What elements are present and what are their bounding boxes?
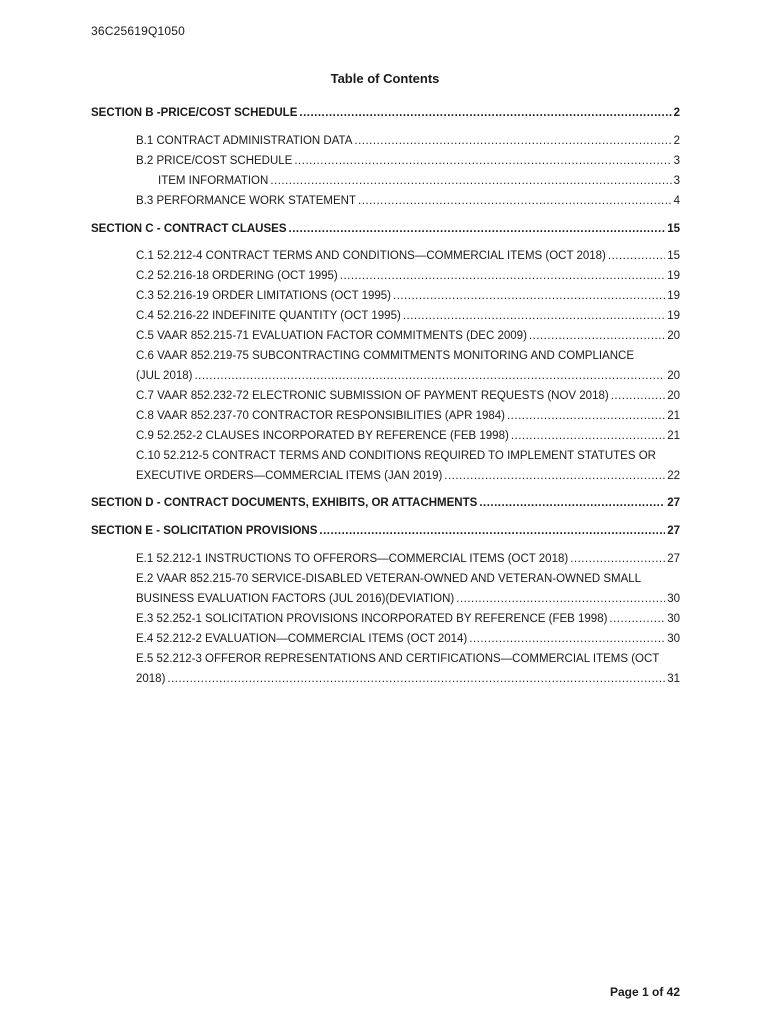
- toc-entry-label: E.4 52.212-2 EVALUATION—COMMERCIAL ITEMS (OCT 2014): [136, 633, 468, 645]
- document-id: 36C25619Q1050: [91, 24, 186, 38]
- toc-entry-label: EXECUTIVE ORDERS—COMMERCIAL ITEMS (JAN 2019): [136, 470, 443, 482]
- toc-entry-label: SECTION C - CONTRACT CLAUSES: [91, 223, 287, 235]
- toc-leader-dots: [358, 194, 672, 208]
- toc-entry-label: C.2 52.216-18 ORDERING (OCT 1995): [136, 270, 338, 282]
- toc-leader-dots: [270, 174, 671, 188]
- toc-entry-page: 27: [667, 497, 680, 509]
- toc-entry-c5[interactable]: [136, 329, 680, 343]
- page-number: Page 1 of 42: [610, 985, 681, 999]
- toc-entry-item-information[interactable]: [158, 174, 680, 188]
- toc-entry-c6[interactable]: [136, 369, 680, 383]
- toc-entry-label: C.9 52.252-2 CLAUSES INCORPORATED BY REFERENCE (FEB 1998): [136, 430, 509, 442]
- toc-entry-e5-line1[interactable]: E.5 52.212-3 OFFEROR REPRESENTATIONS AND CERTIFICATIONS—COMMERCIAL ITEMS (OCT: [136, 653, 660, 665]
- toc-entry-page: 31: [667, 673, 680, 685]
- toc-leader-dots: [299, 106, 671, 120]
- toc-entry-b1[interactable]: [136, 134, 680, 148]
- toc-leader-dots: [608, 249, 665, 263]
- toc-leader-dots: [167, 672, 665, 686]
- toc-leader-dots: [393, 289, 665, 303]
- toc-entry-c2[interactable]: [136, 269, 680, 283]
- toc-entry-label: C.3 52.216-19 ORDER LIMITATIONS (OCT 1995): [136, 290, 391, 302]
- toc-entry-label: SECTION D - CONTRACT DOCUMENTS, EXHIBITS, OR ATTACHMENTS: [91, 497, 478, 509]
- toc-entry-e5[interactable]: [136, 672, 680, 686]
- toc-entry-c4[interactable]: [136, 309, 680, 323]
- toc-entry-label: B.2 PRICE/COST SCHEDULE: [136, 155, 293, 167]
- toc-entry-section-d[interactable]: [91, 496, 680, 510]
- toc-entry-label: B.1 CONTRACT ADMINISTRATION DATA: [136, 135, 353, 147]
- toc-entry-section-c[interactable]: [91, 222, 680, 236]
- toc-entry-page: 20: [667, 330, 680, 342]
- toc-entry-page: 19: [667, 290, 680, 302]
- toc-entry-page: 19: [667, 270, 680, 282]
- toc-entry-label: C.4 52.216-22 INDEFINITE QUANTITY (OCT 1995): [136, 310, 401, 322]
- toc-entry-c8[interactable]: [136, 409, 680, 423]
- toc-entry-label: E.1 52.212-1 INSTRUCTIONS TO OFFERORS—COMMERCIAL ITEMS (OCT 2018): [136, 553, 569, 565]
- toc-entry-label: SECTION B -PRICE/COST SCHEDULE: [91, 107, 298, 119]
- toc-entry-e2[interactable]: [136, 592, 680, 606]
- toc-leader-dots: [469, 632, 665, 646]
- toc-entry-page: 27: [667, 525, 680, 537]
- toc-entry-c1[interactable]: [136, 249, 680, 263]
- toc-entry-e4[interactable]: [136, 632, 680, 646]
- toc-entry-page: 20: [667, 370, 680, 382]
- toc-entry-label: C.7 VAAR 852.232-72 ELECTRONIC SUBMISSION OF PAYMENT REQUESTS (NOV 2018): [136, 390, 609, 402]
- toc-entry-e1[interactable]: [136, 552, 680, 566]
- toc-leader-dots: [319, 524, 665, 538]
- toc-entry-b2[interactable]: [136, 154, 680, 168]
- toc-entry-label: BUSINESS EVALUATION FACTORS (JUL 2016)(DEVIATION): [136, 593, 455, 605]
- toc-entry-page: 3: [673, 175, 680, 187]
- toc-entry-label: C.5 VAAR 852.215-71 EVALUATION FACTOR COMMITMENTS (DEC 2009): [136, 330, 527, 342]
- toc-entry-label: (JUL 2018): [136, 370, 193, 382]
- toc-leader-dots: [194, 369, 665, 383]
- toc-leader-dots: [294, 154, 671, 168]
- toc-entry-label: ITEM INFORMATION: [158, 175, 269, 187]
- toc-entry-label: C.1 52.212-4 CONTRACT TERMS AND CONDITIONS—COMMERCIAL ITEMS (OCT 2018): [136, 250, 606, 262]
- toc-entry-page: 30: [667, 593, 680, 605]
- toc-entry-c10-line1[interactable]: C.10 52.212-5 CONTRACT TERMS AND CONDITIONS REQUIRED TO IMPLEMENT STATUTES OR: [136, 450, 656, 462]
- toc-leader-dots: [289, 222, 666, 236]
- toc-entry-c3[interactable]: [136, 289, 680, 303]
- toc-entry-page: 21: [667, 430, 680, 442]
- toc-entry-page: 4: [673, 195, 680, 207]
- toc-leader-dots: [570, 552, 665, 566]
- toc-entry-page: 2: [673, 135, 680, 147]
- toc-entry-c10[interactable]: [136, 469, 680, 483]
- toc-entry-page: 3: [673, 155, 680, 167]
- toc-leader-dots: [444, 469, 665, 483]
- toc-entry-section-e[interactable]: [91, 524, 680, 538]
- toc-leader-dots: [529, 329, 665, 343]
- toc-leader-dots: [354, 134, 671, 148]
- toc-entry-e3[interactable]: [136, 612, 680, 626]
- toc-leader-dots: [340, 269, 665, 283]
- toc-entry-page: 30: [667, 613, 680, 625]
- toc-entry-c9[interactable]: [136, 429, 680, 443]
- toc-entry-label: C.8 VAAR 852.237-70 CONTRACTOR RESPONSIBILITIES (APR 1984): [136, 410, 505, 422]
- toc-leader-dots: [456, 592, 665, 606]
- toc-entry-page: 20: [667, 390, 680, 402]
- toc-entry-c7[interactable]: [136, 389, 680, 403]
- toc-entry-page: 15: [667, 223, 680, 235]
- toc-entry-label: SECTION E - SOLICITATION PROVISIONS: [91, 525, 318, 537]
- toc-leader-dots: [479, 496, 665, 510]
- toc-leader-dots: [507, 409, 665, 423]
- toc-title: Table of Contents: [330, 71, 440, 86]
- toc-entry-section-b[interactable]: [91, 106, 680, 120]
- toc-leader-dots: [403, 309, 665, 323]
- toc-entry-label: B.3 PERFORMANCE WORK STATEMENT: [136, 195, 357, 207]
- toc-entry-page: 30: [667, 633, 680, 645]
- toc-leader-dots: [511, 429, 665, 443]
- toc-entry-b3[interactable]: [136, 194, 680, 208]
- toc-entry-page: 2: [673, 107, 680, 119]
- toc-entry-label: 2018): [136, 673, 166, 685]
- toc-entry-page: 21: [667, 410, 680, 422]
- toc-entry-page: 15: [667, 250, 680, 262]
- toc-leader-dots: [611, 389, 666, 403]
- toc-entry-c6-line1[interactable]: C.6 VAAR 852.219-75 SUBCONTRACTING COMMITMENTS MONITORING AND COMPLIANCE: [136, 350, 634, 362]
- toc-leader-dots: [609, 612, 665, 626]
- toc-entry-label: E.3 52.252-1 SOLICITATION PROVISIONS INCORPORATED BY REFERENCE (FEB 1998): [136, 613, 608, 625]
- toc-entry-page: 22: [667, 470, 680, 482]
- toc-entry-e2-line1[interactable]: E.2 VAAR 852.215-70 SERVICE-DISABLED VETERAN-OWNED AND VETERAN-OWNED SMALL: [136, 573, 642, 585]
- toc-entry-page: 19: [667, 310, 680, 322]
- toc-entry-page: 27: [667, 553, 680, 565]
